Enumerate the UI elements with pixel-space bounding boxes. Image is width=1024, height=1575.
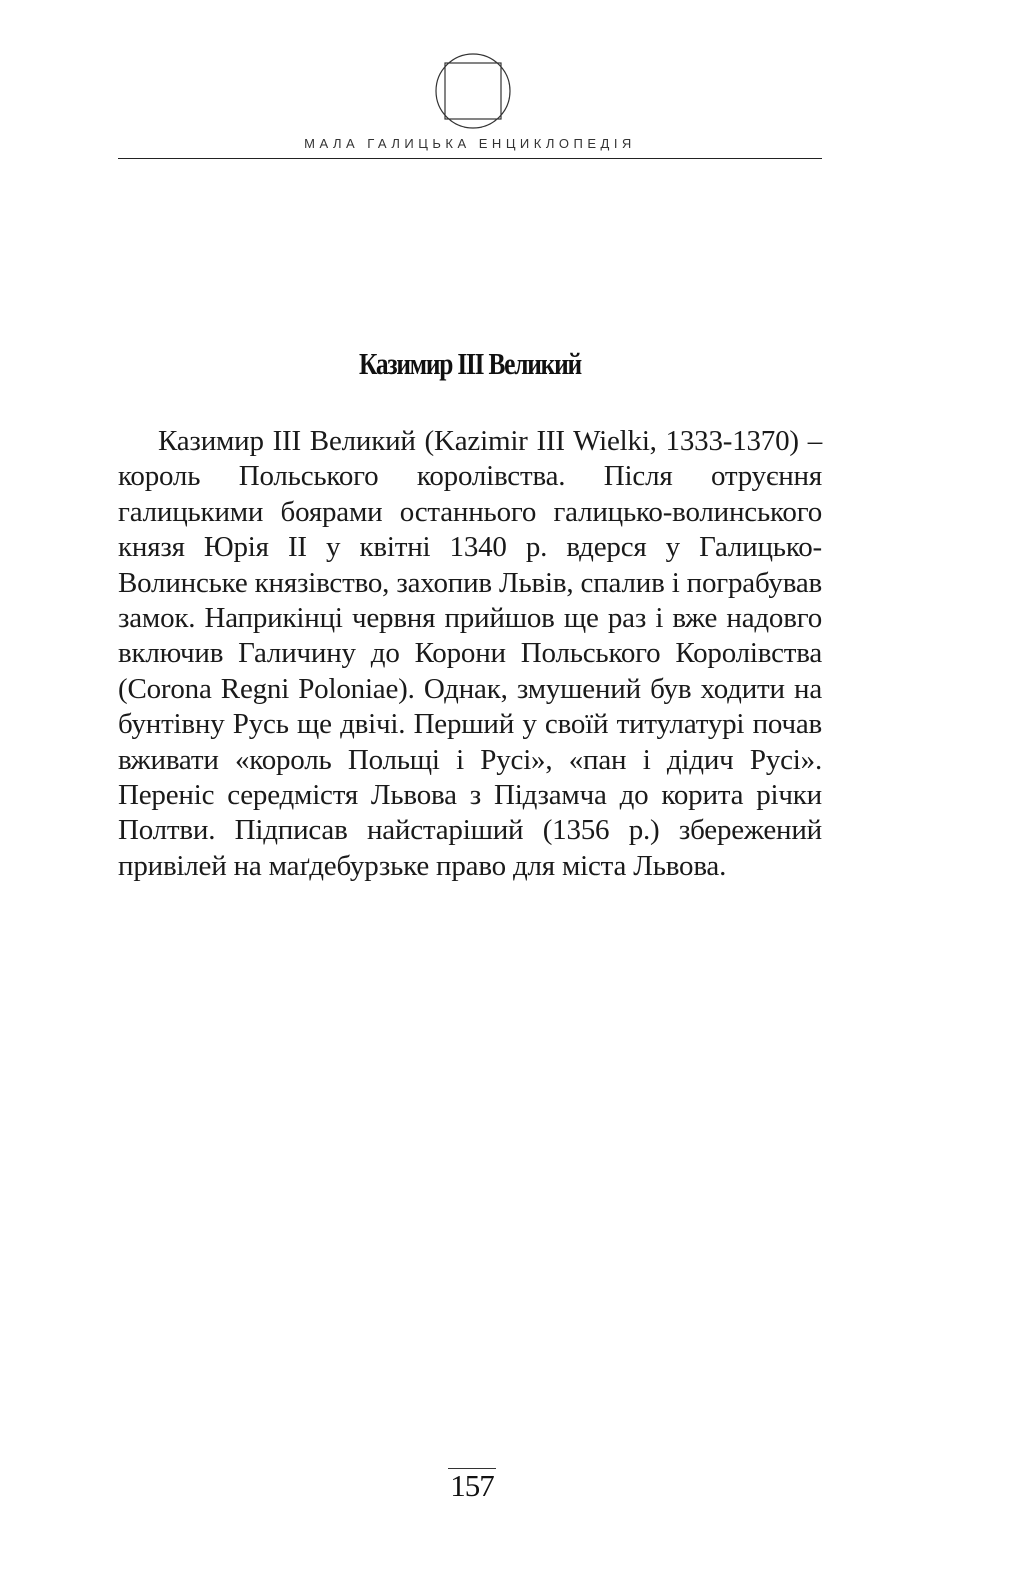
circle-square-emblem-icon [434, 52, 512, 130]
article-body: Казимир III Великий (Kazimir III Wielki, 1333-1370) – король Польського королівства. Після отруєння галицькими боярами останнього галицько-волинського князя Юрія II у квітні 1340 р. вдерся у Галицько-Волинське князівство, захопив Львів, спалив і пограбував замок. Наприкінці червня прийшов ще раз і вже надовго включив Галичину до Корони Польського Королівства (Corona Regni Poloniae). Однак, змушений був ходити на бунтівну Русь ще двічі. Перший у своїй титулатурі почав вживати «король Польщі і Русі», «пан і дідич Русі». Переніс середмістя Львова з Підзамча до корита річки Полтви. Підписав найстаріший (1356 р.) збережений привілей на маґдебурзьке право для міста Львова. [118, 425, 822, 882]
page-number: 157 [450, 1468, 494, 1503]
running-header: МАЛА ГАЛИЦЬКА ЕНЦИКЛОПЕДІЯ [304, 136, 636, 151]
article-title: Казимир III Великий [359, 346, 581, 381]
header-divider [118, 158, 822, 159]
